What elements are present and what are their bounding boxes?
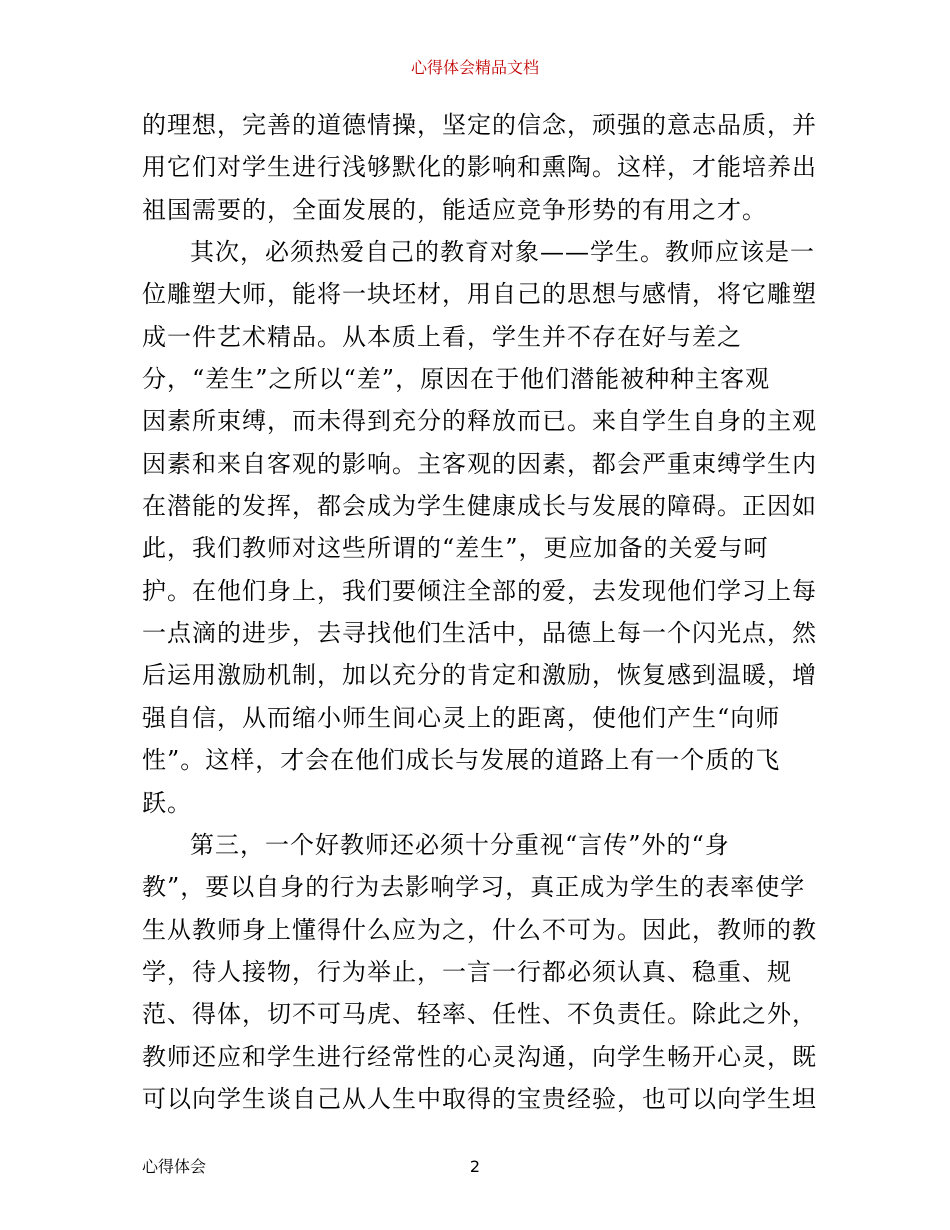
text-line: 用它们对学生进行浅够默化的影响和熏陶。这样，才能培养出: [142, 153, 817, 182]
text-line: 生从教师身上懂得什么应为之，什么不可为。因此，教师的教: [142, 915, 817, 944]
text-line: 在潜能的发挥，都会成为学生健康成长与发展的障碍。正因如: [142, 492, 817, 521]
text-line: 一点滴的进步，去寻找他们生活中，品德上每一个闪光点，然: [142, 619, 817, 648]
footer-label: 心得体会: [142, 1157, 207, 1176]
text-line: 性”。这样，才会在他们成长与发展的道路上有一个质的飞: [142, 746, 781, 775]
text-line: 分，“差生”之所以“差”，原因在于他们潜能被种种主客观: [142, 365, 771, 394]
text-line: 护。在他们身上，我们要倾注全部的爱，去发现他们学习上每: [142, 576, 817, 605]
text-line: 后运用激励机制，加以充分的肯定和激励，恢复感到温暖，增: [142, 661, 817, 690]
text-line: 范、得体，切不可马虎、轻率、任性、不负责任。除此之外，: [142, 1000, 817, 1029]
page-number: 2: [469, 1157, 481, 1176]
text-line: 教”，要以自身的行为去影响学习，真正成为学生的表率使学: [142, 873, 806, 902]
text-line: 学，待人接物，行为举止，一言一行都必须认真、稳重、规: [142, 957, 792, 986]
text-line: 此，我们教师对这些所谓的“差生”，更应加备的关爱与呵: [142, 534, 769, 563]
text-line: 因素和来自客观的影响。主客观的因素，都会严重束缚学生内: [142, 449, 817, 478]
text-line: 位雕塑大师，能将一块坯材，用自己的思想与感情，将它雕塑: [142, 280, 817, 309]
document-body: [142, 104, 818, 1120]
text-line: 成一件艺术精品。从本质上看，学生并不存在好与差之: [142, 322, 742, 351]
text-line: 祖国需要的，全面发展的，能适应竞争形势的有用之才。: [142, 195, 767, 224]
paragraph-start-line: 其次，必须热爱自己的教育对象——学生。教师应该是一: [190, 238, 815, 267]
text-line: 跃。: [142, 788, 192, 817]
text-line: 可以向学生谈自己从人生中取得的宝贵经验，也可以向学生坦: [142, 1084, 817, 1113]
text-line: 教师还应和学生进行经常性的心灵沟通，向学生畅开心灵，既: [142, 1042, 817, 1071]
text-line: 因素所束缚，而未得到充分的释放而已。来自学生自身的主观: [142, 407, 817, 436]
text-line: 的理想，完善的道德情操，坚定的信念，顽强的意志品质，并: [142, 111, 817, 139]
text-line: 强自信，从而缩小师生间心灵上的距离，使他们产生“向师: [142, 703, 781, 732]
page-header-title: 心得体会精品文档: [410, 58, 539, 77]
paragraph-start-line: 第三，一个好教师还必须十分重视“言传”外的“身: [190, 830, 730, 859]
